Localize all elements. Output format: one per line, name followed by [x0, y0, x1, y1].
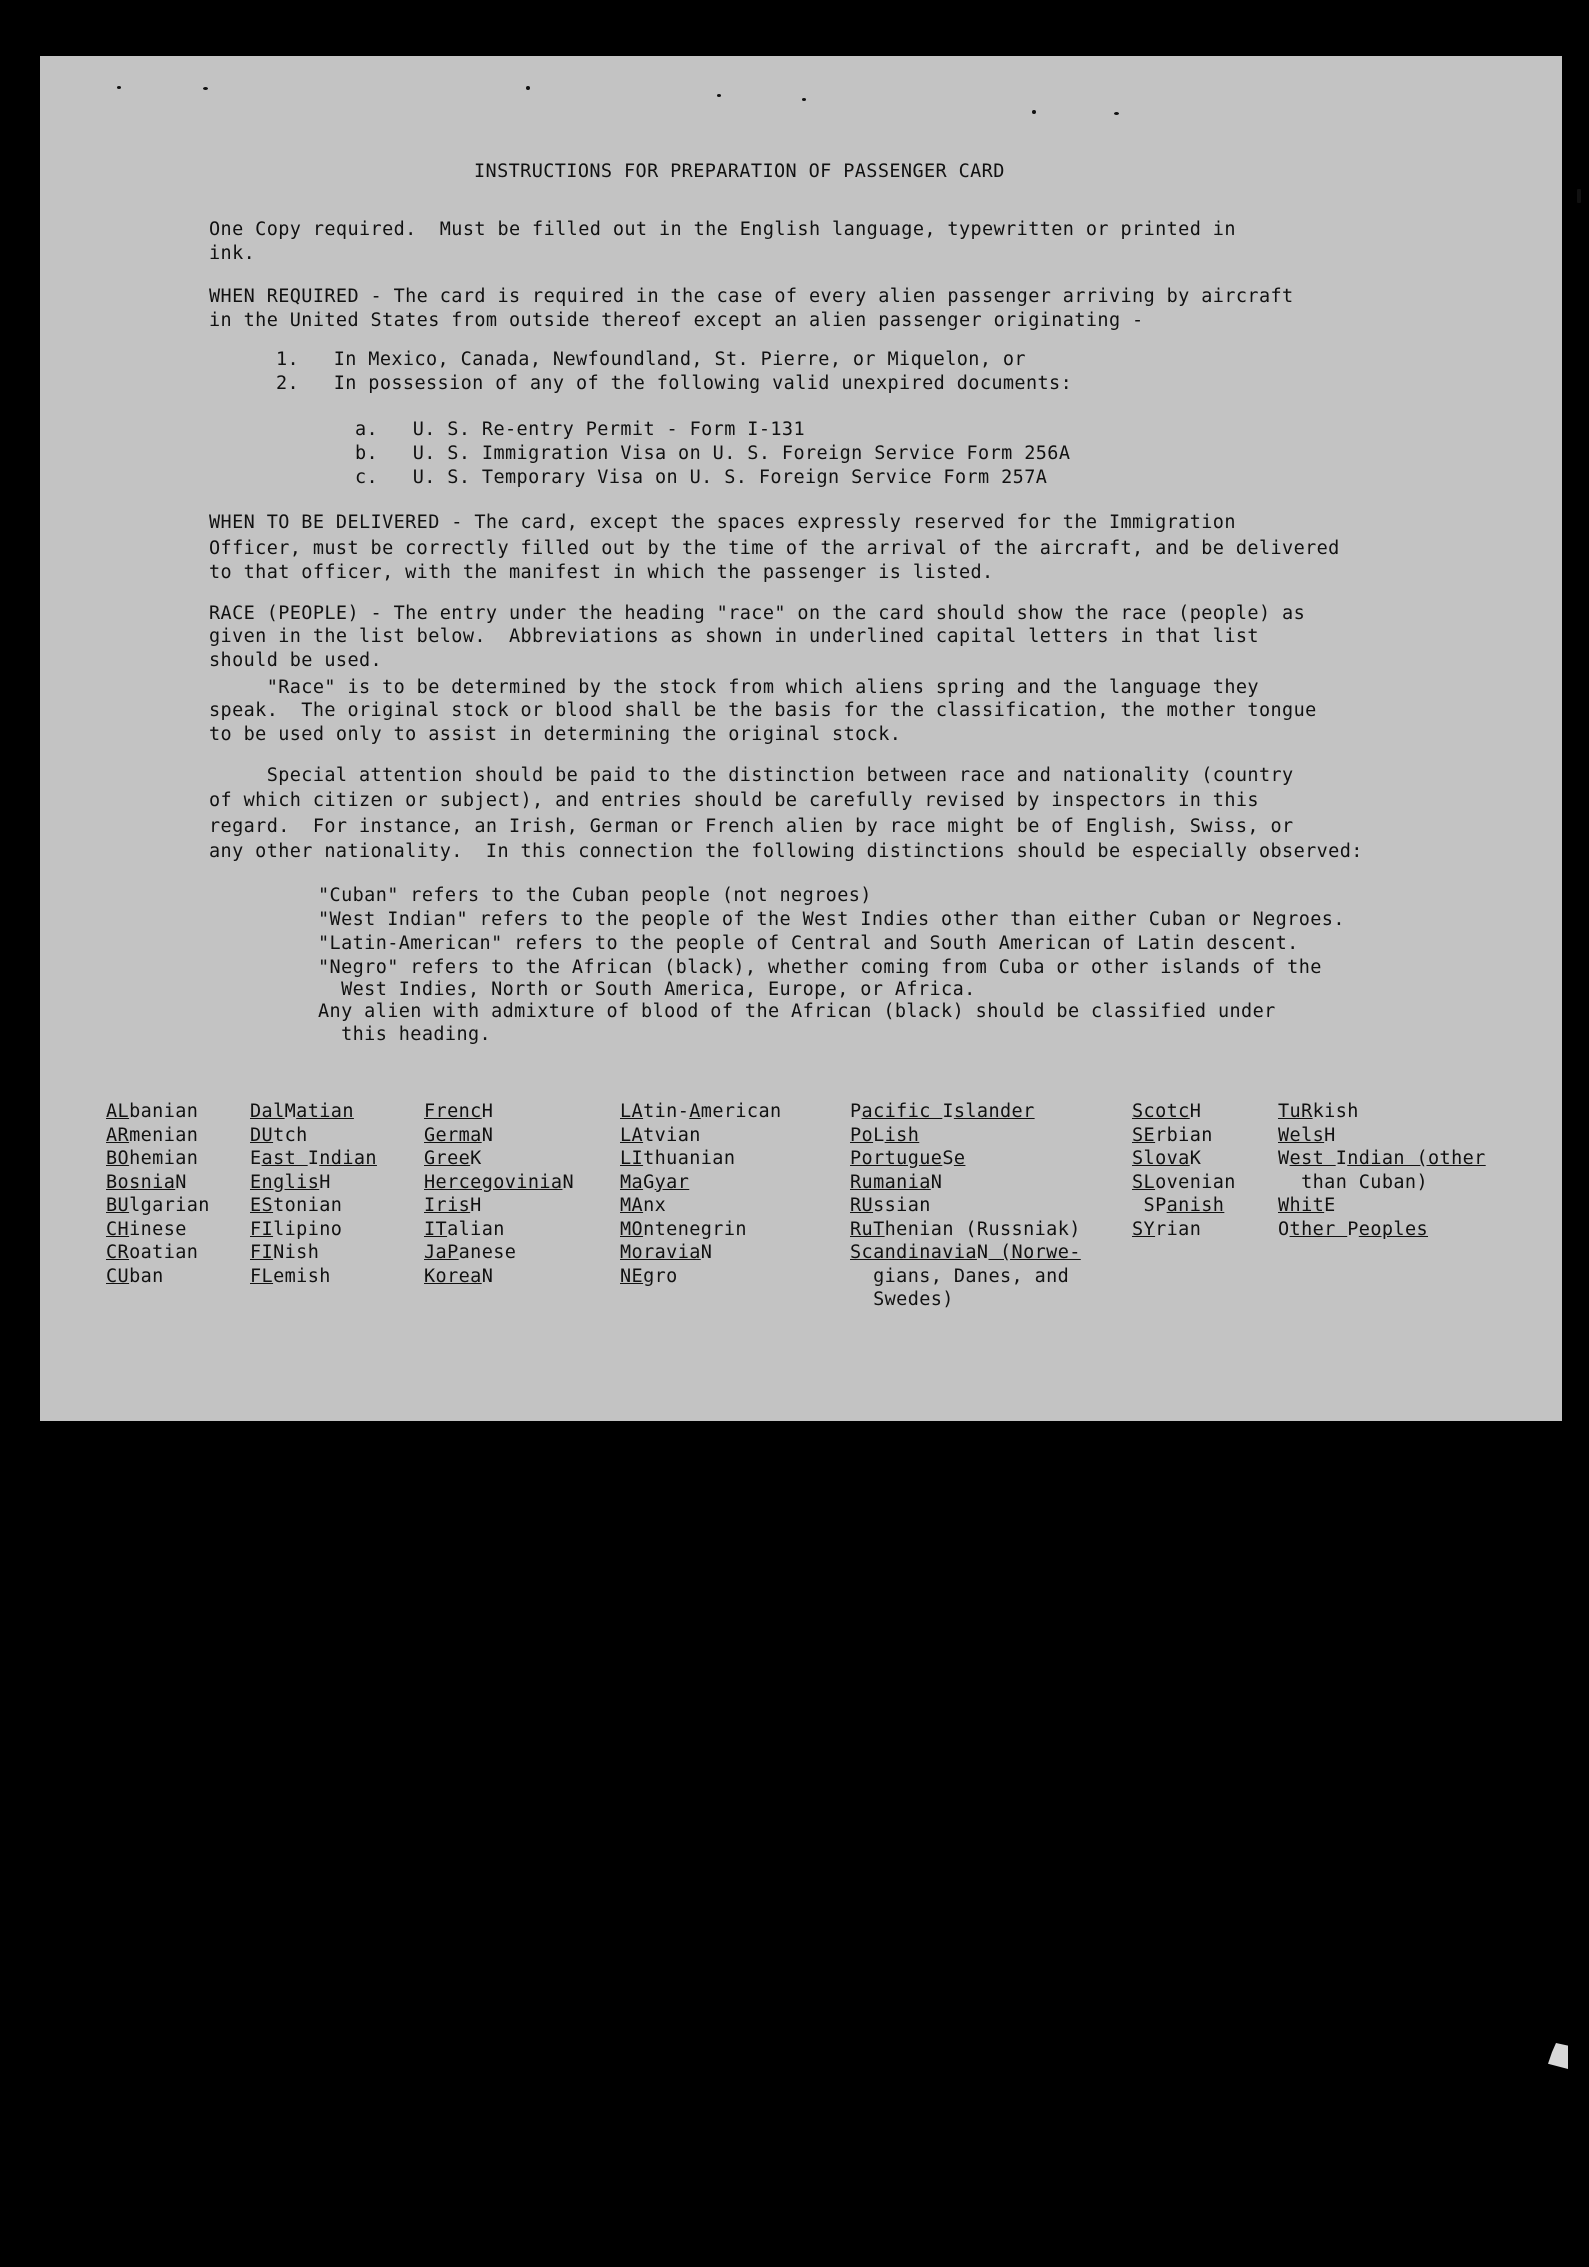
race-entry-part: menian: [129, 1124, 199, 1146]
race-entry-part: gro: [643, 1265, 678, 1287]
race-entry-part: inese: [129, 1218, 187, 1240]
race-entry-part: FL: [250, 1265, 274, 1287]
race-entry-part: IT: [424, 1218, 448, 1240]
race-entry: [1132, 1124, 1236, 1148]
race-entry: [1132, 1218, 1236, 1242]
race-entry-part: Whit: [1278, 1195, 1325, 1216]
race-entry-part: rbian: [1155, 1124, 1213, 1146]
race-entry: [250, 1265, 377, 1289]
race-entry-part: P: [850, 1101, 862, 1122]
race-entry-part: lgarian: [129, 1195, 210, 1216]
race-entry-part: Gree: [424, 1148, 471, 1169]
when-required-item-2: 2. In possession of any of the following valid unexpired documents:: [276, 373, 1073, 394]
distinction-cuban: "Cuban" refers to the Cuban people (not negroes): [318, 885, 872, 906]
race-entry-part: banian: [129, 1101, 199, 1122]
race-entry-part: Frenc: [424, 1101, 482, 1122]
speck-mark: [1032, 110, 1036, 114]
race-entry: [250, 1147, 377, 1171]
race-entry-part: rian: [1155, 1218, 1202, 1240]
distinction-admixture-cont: this heading.: [318, 1024, 492, 1045]
race-determined-line-2: speak. The original stock or blood shall be the basis for the classification, the mother tongue: [209, 700, 1317, 721]
race-entry-part: BO: [106, 1148, 130, 1169]
race-entry: [620, 1194, 782, 1218]
race-entry: [620, 1100, 782, 1124]
race-entry-part: H: [319, 1171, 331, 1193]
race-entry-part: H: [470, 1195, 482, 1216]
race-entry: [250, 1100, 377, 1124]
race-entry-part: A: [689, 1101, 701, 1122]
race-entry-part: E: [1324, 1195, 1336, 1216]
race-entry: [424, 1241, 574, 1265]
race-column: [424, 1100, 574, 1288]
race-entry: [106, 1241, 210, 1265]
race-entry-part: Nish: [273, 1242, 320, 1263]
race-entry-part: NE: [620, 1265, 644, 1287]
race-entry-part: P: [1347, 1218, 1359, 1240]
race-entry-part: N: [175, 1171, 187, 1193]
race-entry-part: e: [953, 1148, 966, 1169]
race-entry-part: ntenegrin: [643, 1218, 747, 1240]
race-entry-part: MA: [620, 1195, 644, 1216]
race-entry: [250, 1171, 377, 1195]
race-entry-part: Germa: [424, 1124, 482, 1146]
race-entry-part: Korea: [424, 1265, 482, 1287]
document-subitem-a: a. U. S. Re-entry Permit - Form I-131: [355, 419, 805, 440]
race-entry-part: MO: [620, 1218, 644, 1240]
scan-artifact: [1548, 2043, 1568, 2069]
race-entry-part: K: [470, 1148, 482, 1169]
speck-mark: [1114, 112, 1119, 115]
race-entry-part: LA: [620, 1124, 644, 1146]
race-entry-part: Scotc: [1132, 1101, 1190, 1122]
race-entry-part: merican: [700, 1101, 782, 1122]
race-entry-part: [1132, 1195, 1144, 1216]
race-column: [106, 1100, 210, 1288]
race-entry: [1132, 1171, 1236, 1195]
race-entry-part: DU: [250, 1124, 274, 1146]
when-required-line-2: in the United States from outside thereof except an alien passenger originating -: [209, 310, 1144, 331]
race-entry-part: FI: [250, 1242, 274, 1263]
race-entry: [424, 1265, 574, 1289]
race-entry-part: gians, Danes, and: [850, 1265, 1070, 1287]
special-attention-line-2: of which citizen or subject), and entries should be carefully revised by inspectors in this: [209, 790, 1259, 811]
distinction-west-indian: "West Indian" refers to the people of the West Indies other than either Cuban or Negroes.: [318, 909, 1345, 930]
race-entry-part: atian: [296, 1101, 354, 1122]
race-entry-part: N: [976, 1242, 989, 1263]
distinction-negro: "Negro" refers to the African (black), whether coming from Cuba or other islands of the: [318, 957, 1322, 978]
race-entry-part: anish: [1166, 1195, 1225, 1216]
race-entry-part: eoples: [1358, 1218, 1429, 1240]
race-entry-part: G: [643, 1171, 655, 1193]
race-entry: [424, 1147, 574, 1171]
race-entry-part: LI: [620, 1148, 644, 1169]
race-entry-part: L: [873, 1124, 885, 1146]
race-determined-line-3: to be used only to assist in determining the original stock.: [209, 724, 902, 745]
race-entry-part: Po: [850, 1124, 874, 1146]
race-entry-part: ovenian: [1155, 1171, 1236, 1193]
race-column: [620, 1100, 782, 1288]
race-entry-part: Englis: [250, 1171, 320, 1193]
race-entry-part: ther: [1289, 1218, 1348, 1240]
race-entry-part: I: [307, 1148, 320, 1169]
race-entry-part: K: [1189, 1148, 1202, 1169]
race-entry-part: ban: [129, 1265, 164, 1287]
race-line-1: RACE (PEOPLE) - The entry under the heading "race" on the card should show the race (people) as: [209, 603, 1306, 624]
race-entry-part: M: [284, 1101, 297, 1122]
race-entry-part: anese: [458, 1242, 517, 1263]
race-entry-part: H: [481, 1101, 494, 1122]
race-entry-part: Bosnia: [106, 1171, 176, 1193]
race-entry-part: Portugue: [850, 1148, 943, 1169]
when-delivered-line-2: Officer, must be correctly filled out by the time of the arrival of the aircraft, and be delivered: [209, 538, 1340, 559]
race-column: [1132, 1100, 1236, 1241]
race-line-3: should be used.: [209, 650, 383, 671]
race-entry-part: Iris: [424, 1195, 471, 1216]
race-entry-part: thuanian: [643, 1148, 736, 1169]
race-entry: [1278, 1218, 1486, 1242]
speck-mark: [117, 86, 121, 89]
race-entry: [620, 1265, 782, 1289]
race-column: [1278, 1100, 1486, 1241]
race-entry: [850, 1171, 1081, 1195]
when-delivered-line-3: to that officer, with the manifest in which the passenger is listed.: [209, 562, 994, 583]
race-entry-part: W: [1278, 1148, 1290, 1169]
race-entry-part: ssian: [873, 1195, 931, 1216]
race-entry: [620, 1171, 782, 1195]
race-entry-part: est: [1289, 1148, 1336, 1169]
race-entry-part: H: [1189, 1101, 1202, 1122]
race-entry: [620, 1241, 782, 1265]
race-entry-part: hemian: [129, 1148, 199, 1169]
race-entry-part: Swedes): [850, 1289, 954, 1310]
race-entry: [850, 1218, 1081, 1242]
race-entry-part: emish: [273, 1265, 331, 1287]
speck-mark: [802, 98, 806, 101]
race-entry-part: H: [1324, 1124, 1336, 1146]
race-entry-part: ndian (other: [1347, 1148, 1486, 1169]
when-required-item-1: 1. In Mexico, Canada, Newfoundland, St. Pierre, or Miquelon, or: [276, 349, 1026, 370]
race-entry-part: tch: [273, 1124, 308, 1146]
race-entry-part: I: [942, 1101, 954, 1122]
race-entry: [620, 1218, 782, 1242]
race-entry: [424, 1124, 574, 1148]
race-entry-part: CH: [106, 1218, 130, 1240]
race-entry: [106, 1171, 210, 1195]
race-entry-part: N: [481, 1265, 494, 1287]
document-title: INSTRUCTIONS FOR PREPARATION OF PASSENGER CARD: [474, 161, 1005, 182]
race-entry: [106, 1194, 210, 1218]
race-entry-part: yar: [654, 1171, 690, 1193]
race-entry: [1278, 1194, 1486, 1218]
when-required-line-1: WHEN REQUIRED - The card is required in the case of every alien passenger arriving by aircraft: [209, 286, 1294, 307]
race-entry-part: Moravia: [620, 1242, 701, 1263]
race-entry-part: oatian: [129, 1242, 199, 1263]
race-entry: [250, 1194, 377, 1218]
race-entry-part: I: [1335, 1148, 1348, 1169]
race-entry-part: RuT: [850, 1218, 885, 1240]
race-entry-part: Rumania: [850, 1171, 931, 1193]
race-entry-part: Hercegovinia: [424, 1171, 563, 1193]
race-entry: [424, 1171, 574, 1195]
race-determined-line-1: "Race" is to be determined by the stock from which aliens spring and the language they: [209, 677, 1259, 698]
race-entry-part: AL: [106, 1101, 130, 1122]
race-entry: [250, 1124, 377, 1148]
race-entry: [850, 1100, 1081, 1124]
race-entry-part: TuR: [1278, 1101, 1313, 1122]
race-entry: [1132, 1100, 1236, 1124]
race-entry-part: RU: [850, 1195, 874, 1216]
race-entry-part: tin-: [643, 1101, 690, 1122]
race-entry: [620, 1147, 782, 1171]
special-attention-line-4: any other nationality. In this connection the following distinctions should be especially observed:: [209, 841, 1363, 862]
race-entry-part: nx: [643, 1195, 667, 1216]
race-entry-part: tvian: [643, 1124, 701, 1146]
distinction-negro-cont: West Indies, North or South America, Europe, or Africa.: [318, 979, 976, 1000]
race-entry-part: N: [930, 1171, 943, 1193]
race-entry-part: N: [481, 1124, 494, 1146]
race-entry-part: BU: [106, 1195, 130, 1216]
speck-mark: [717, 94, 721, 97]
race-entry: [106, 1147, 210, 1171]
race-entry: [106, 1218, 210, 1242]
race-entry-part: Dal: [250, 1101, 285, 1122]
race-entry-part: SY: [1132, 1218, 1156, 1240]
race-entry-part: AR: [106, 1124, 130, 1146]
race-line-2: given in the list below. Abbreviations as shown in underlined capital letters in that list: [209, 626, 1259, 647]
race-entry: [250, 1218, 377, 1242]
speck-mark: [203, 87, 208, 90]
race-entry: [1132, 1147, 1236, 1171]
speck-mark: [1577, 189, 1581, 203]
race-entry-part: SL: [1132, 1171, 1156, 1193]
race-entry: [620, 1124, 782, 1148]
race-entry: [850, 1241, 1081, 1265]
race-entry-part: LA: [620, 1101, 644, 1122]
race-entry: [1278, 1124, 1486, 1148]
race-entry-part: ES: [250, 1195, 274, 1216]
race-entry-part: henian (Russniak): [884, 1218, 1081, 1240]
race-column: [250, 1100, 377, 1288]
race-entry-part: kish: [1312, 1101, 1359, 1122]
race-entry-part: E: [250, 1148, 262, 1169]
race-entry-part: N: [700, 1242, 713, 1263]
race-entry: [850, 1147, 1081, 1171]
document-page: [40, 56, 1562, 1421]
race-entry-part: tonian: [273, 1195, 343, 1216]
race-entry: [424, 1218, 574, 1242]
race-entry-part: ast: [261, 1148, 308, 1169]
race-entry: [850, 1194, 1081, 1218]
race-entry: [850, 1124, 1081, 1148]
race-entry: [1132, 1194, 1236, 1218]
document-subitem-b: b. U. S. Immigration Visa on U. S. Foreign Service Form 256A: [355, 443, 1071, 464]
race-entry-part: JaP: [424, 1242, 459, 1263]
race-entry-part: Scandinavia: [850, 1242, 977, 1263]
race-entry-part: than Cuban): [1278, 1171, 1428, 1193]
intro-line-2: ink.: [209, 243, 256, 264]
race-entry-part: slander: [953, 1101, 1035, 1122]
distinction-admixture: Any alien with admixture of blood of the African (black) should be classified under: [318, 1001, 1276, 1022]
race-entry: [250, 1241, 377, 1265]
document-subitem-c: c. U. S. Temporary Visa on U. S. Foreign Service Form 257A: [355, 467, 1048, 488]
race-entry: [850, 1265, 1081, 1289]
race-entry-part: CR: [106, 1242, 130, 1263]
race-entry: [106, 1100, 210, 1124]
race-entry-part: alian: [447, 1218, 505, 1240]
intro-line-1: One Copy required. Must be filled out in the English language, typewritten or printed in: [209, 219, 1236, 240]
race-entry: [1278, 1147, 1486, 1171]
race-entry-part: FI: [250, 1218, 274, 1240]
race-entry-part: ish: [884, 1124, 920, 1146]
special-attention-line-3: regard. For instance, an Irish, German or French alien by race might be of English, Swiss, or: [209, 816, 1294, 837]
speck-mark: [526, 86, 530, 90]
race-entry: [850, 1288, 1081, 1312]
race-entry-part: CU: [106, 1265, 130, 1287]
when-delivered-line-1: WHEN TO BE DELIVERED - The card, except the spaces expressly reserved for the Immigration: [209, 512, 1236, 533]
race-entry-part: Slova: [1132, 1148, 1190, 1169]
race-entry-part: ndian: [319, 1148, 377, 1169]
race-entry-part: Wels: [1278, 1124, 1325, 1146]
race-entry: [424, 1194, 574, 1218]
race-entry: [1278, 1100, 1486, 1124]
distinction-latin-american: "Latin-American" refers to the people of Central and South American of Latin descent.: [318, 933, 1299, 954]
race-entry-part: N: [562, 1171, 575, 1193]
race-entry-part: (Norwe-: [988, 1242, 1081, 1263]
race-column: [850, 1100, 1081, 1312]
race-entry-part: O: [1278, 1218, 1290, 1240]
race-entry-part: lipino: [273, 1218, 343, 1240]
race-entry-part: Ma: [620, 1171, 644, 1193]
race-entry: [424, 1100, 574, 1124]
special-attention-line-1: Special attention should be paid to the distinction between race and nationality (country: [209, 765, 1294, 786]
race-entry-part: acific: [861, 1101, 943, 1122]
race-entry-part: S: [942, 1148, 954, 1169]
race-entry-part: SE: [1132, 1124, 1156, 1146]
race-entry: [1278, 1171, 1486, 1195]
race-entry: [106, 1124, 210, 1148]
race-entry: [106, 1265, 210, 1289]
race-entry-part: SP: [1143, 1195, 1167, 1216]
